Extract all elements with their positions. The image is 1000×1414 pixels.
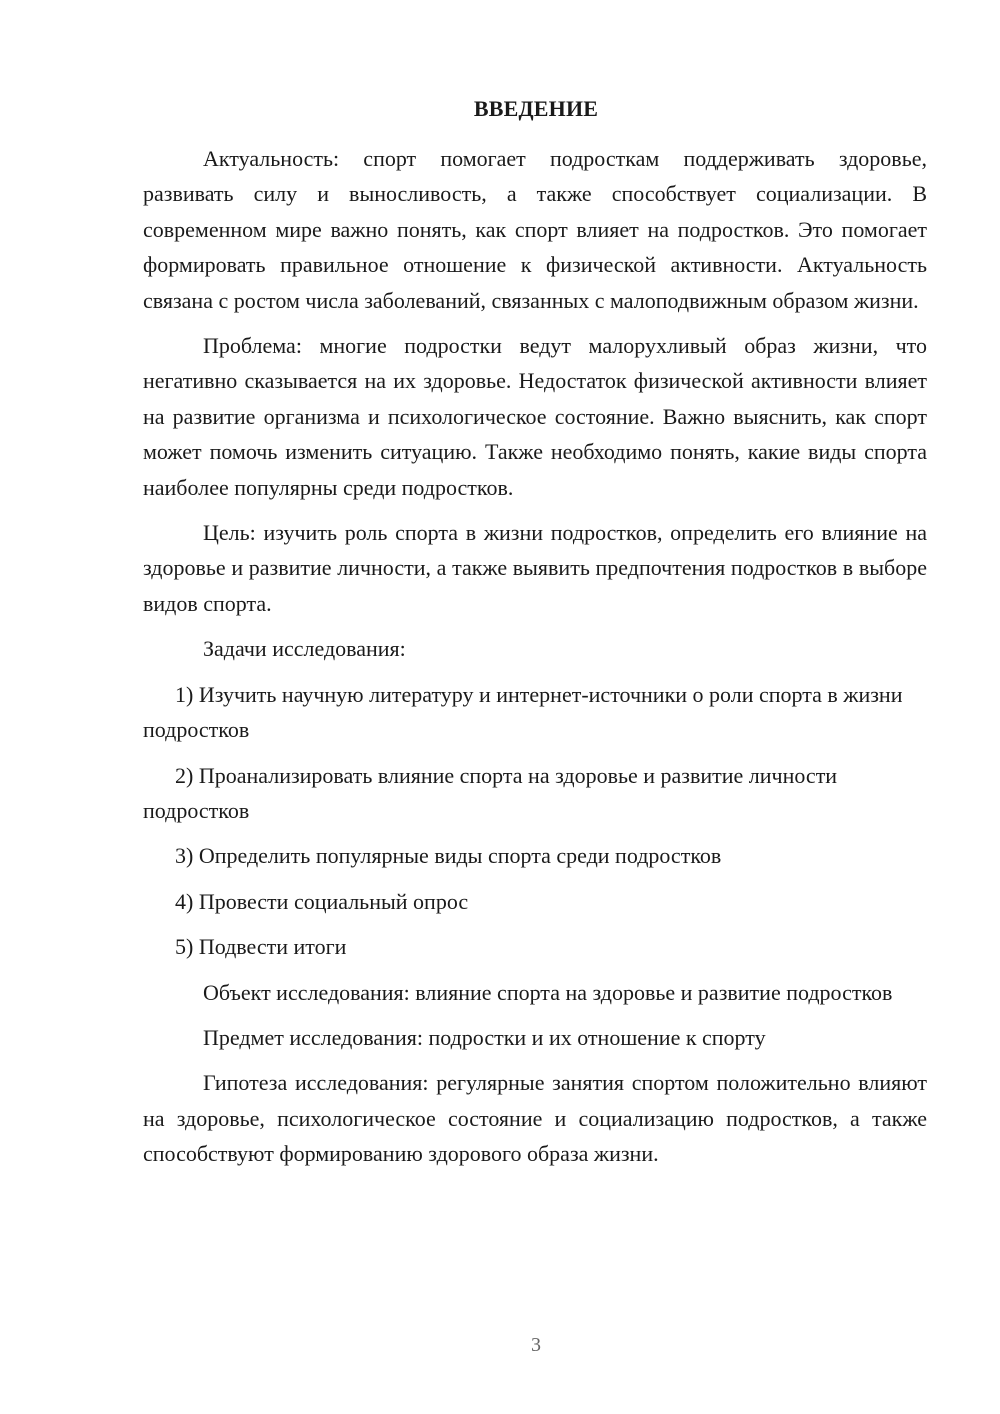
task-item: 1) Изучить научную литературу и интернет-источники о роли спорта в жизни подростков bbox=[143, 681, 903, 743]
task-item: 5) Подвести итоги bbox=[175, 934, 347, 960]
paragraph-object: Объект исследования: влияние спорта на здоровье и развитие подростков bbox=[203, 979, 893, 1005]
paragraph-goal: Цель: изучить роль спорта в жизни подростков, определить его влияние на здоровье и развитие личности, а также выявить предпочтения подростков в выборе видов спорта. bbox=[143, 520, 927, 616]
page-title: ВВЕДЕНИЕ bbox=[473, 96, 599, 121]
paragraph-subject: Предмет исследования: подростки и их отношение к спорту bbox=[203, 1024, 766, 1050]
paragraph-relevance: Актуальность: спорт помогает подросткам поддерживать здоровье, развивать силу и выносливость, а также способствует социализации. В современном мире важно понять, как спорт влияет на подростков. Это помогает формировать правильное отношение к физической активности. Актуальность связана с ростом числа заболеваний, связанных с малоподвижным образом жизни. bbox=[143, 146, 927, 313]
task-item: 3) Определить популярные виды спорта среди подростков bbox=[175, 843, 722, 869]
page-content bbox=[143, 141, 927, 1182]
page-number: 3 bbox=[531, 1334, 541, 1356]
paragraph-problem: Проблема: многие подростки ведут малорухливый образ жизни, что негативно сказывается на их здоровье. Недостаток физической активности влияет на развитие организма и психологическое состояние. Важно выяснить, как спорт может помочь изменить ситуацию. Также необходимо понять, какие виды спорта наиболее популярны среди подростков. bbox=[143, 333, 927, 500]
tasks-heading: Задачи исследования: bbox=[203, 636, 406, 662]
task-item: 4) Провести социальный опрос bbox=[175, 888, 469, 914]
task-item: 2) Проанализировать влияние спорта на здоровье и развитие личности подростков bbox=[143, 762, 838, 823]
paragraph-hypothesis: Гипотеза исследования: регулярные занятия спортом положительно влияют на здоровье, психологическое состояние и социализацию подростков, а также способствуют формированию здорового образа жизни. bbox=[143, 1070, 927, 1167]
